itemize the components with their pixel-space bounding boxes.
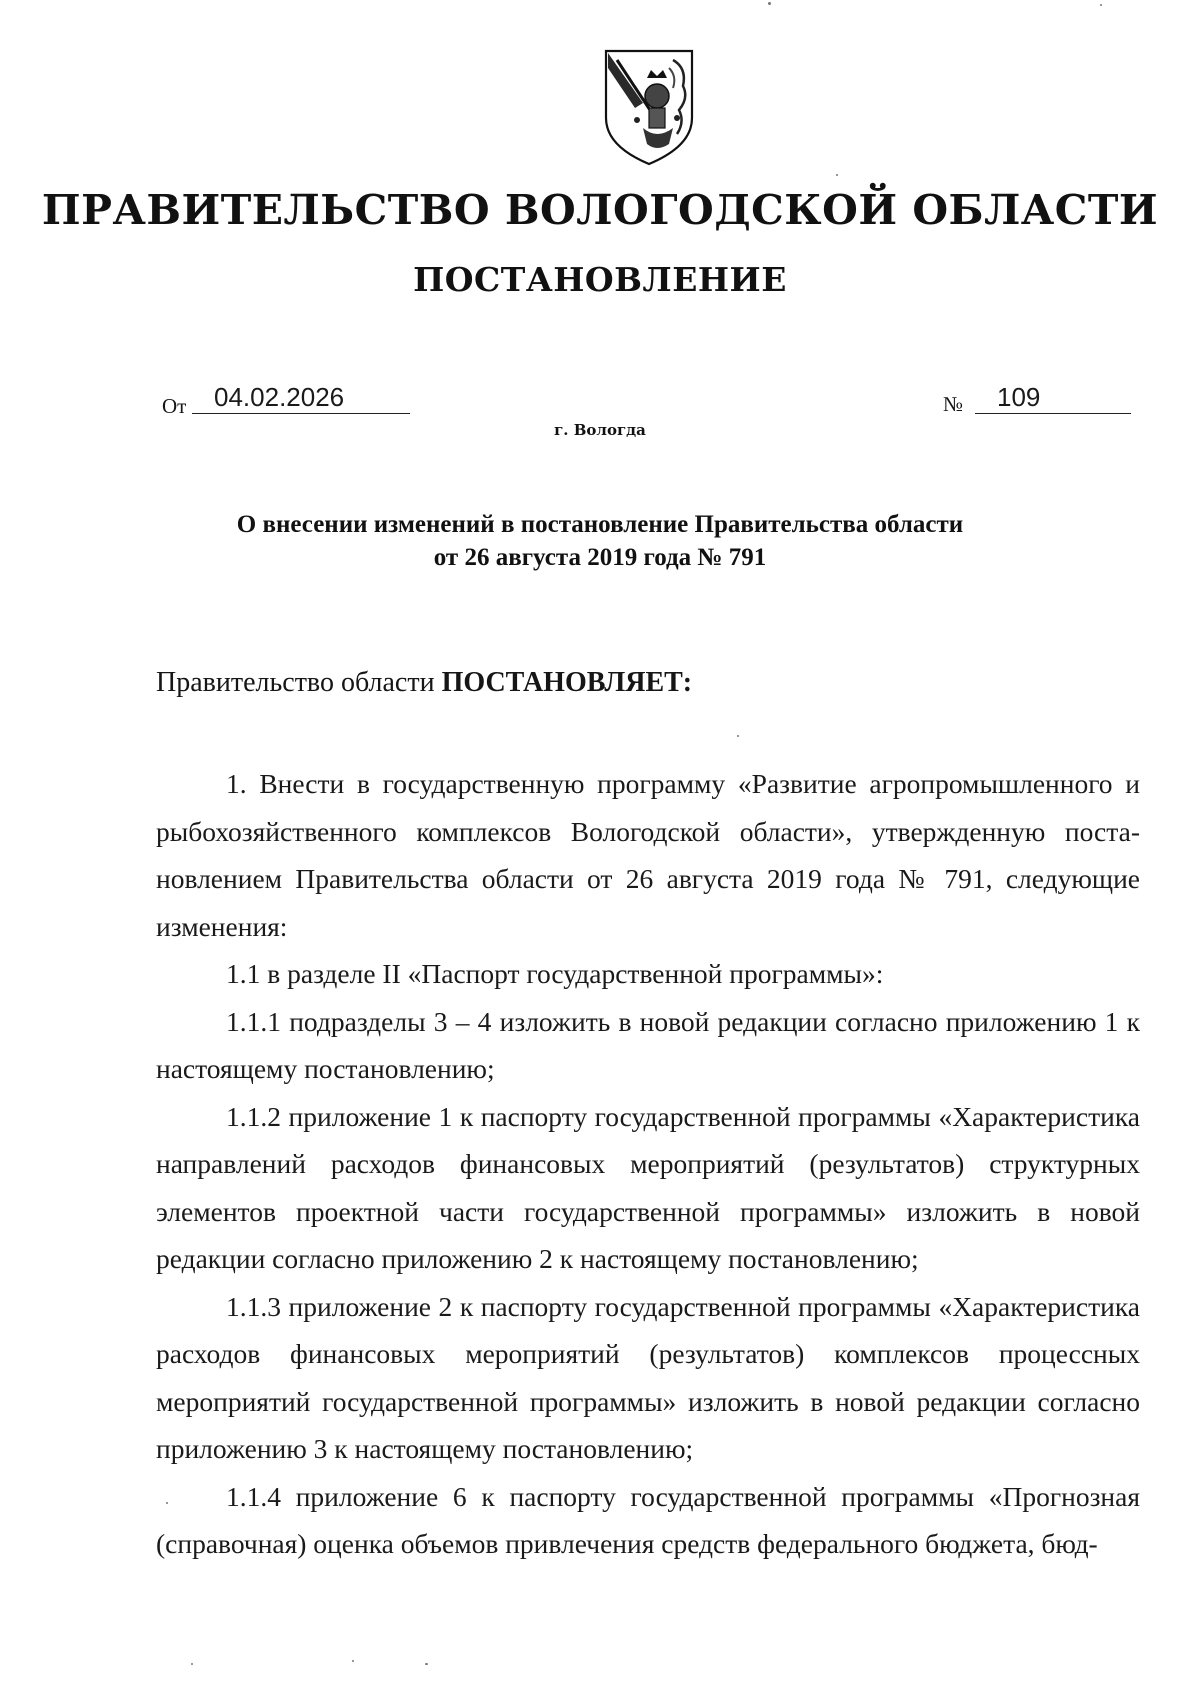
paragraph: 1. Внести в государственную программу «Развитие агропромышленного и рыбохозяйственного комплексов Вологодской области», утвержденную постановлением Правительства области от 26 августа 2019 года № 791, следующие изменения: xyxy=(156,768,1140,942)
paragraph: 1.1.3 приложение 2 к паспорту государственной программы «Характеристика расходов финансовых мероприятий (результатов) комплексов процессных мероприятий государственной программы» изложить в новой редакции согласно приложению 3 к настоящему постановлению; xyxy=(156,1290,1140,1464)
scan-speck xyxy=(352,1660,354,1662)
number-underline xyxy=(975,413,1131,414)
coat-of-arms-icon xyxy=(603,48,695,166)
paragraph: 1.1.1 подразделы 3 – 4 изложить в новой редакции согласно приложению 1 к настоящему постановлению; xyxy=(156,1005,1140,1084)
document-body xyxy=(156,760,1140,1568)
scan-speck xyxy=(836,174,838,176)
scan-speck xyxy=(166,1502,168,1504)
date-value: 04.02.2026 xyxy=(214,382,345,412)
scan-speck xyxy=(768,2,771,5)
preamble-keyword: ПОСТАНОВЛЯЕТ: xyxy=(441,667,693,698)
date-underline xyxy=(192,413,410,414)
document-subject xyxy=(0,508,1200,574)
paragraph: 1.1.2 приложение 1 к паспорту государственной программы «Характеристика направлений расходов финансовых мероприятий (результатов) структурных элементов проектной части государственной программы» изложить в новой редакции согласно приложению 2 к настоящему постановлению; xyxy=(156,1100,1140,1274)
date-field xyxy=(162,382,422,418)
paragraph: 1.1.4 приложение 6 к паспорту государственной программы «Прогнозная (справочная) оценка объемов привлечения средств федерального бюджета, бюд- xyxy=(156,1480,1140,1559)
number-label: № xyxy=(943,392,964,416)
number-value: 109 xyxy=(997,382,1041,412)
number-field xyxy=(943,382,1143,416)
scan-speck xyxy=(737,735,739,737)
document-type: ПОСТАНОВЛЕНИЕ xyxy=(413,260,787,299)
scan-speck xyxy=(425,1663,428,1665)
scan-speck xyxy=(191,1663,193,1665)
preamble-text: Правительство области xyxy=(156,667,442,698)
subject-line: от 26 августа 2019 года № 791 xyxy=(433,544,767,571)
preamble xyxy=(156,665,692,701)
government-title: ПРАВИТЕЛЬСТВО ВОЛОГОДСКОЙ ОБЛАСТИ xyxy=(41,186,1159,234)
paragraph: 1.1 в разделе II «Паспорт государственной программы»: xyxy=(226,958,884,989)
subject-line: О внесении изменений в постановление Правительства области xyxy=(236,511,964,538)
city: г. Вологда xyxy=(554,421,646,439)
scan-speck xyxy=(1100,4,1102,6)
date-label: От xyxy=(162,394,187,418)
